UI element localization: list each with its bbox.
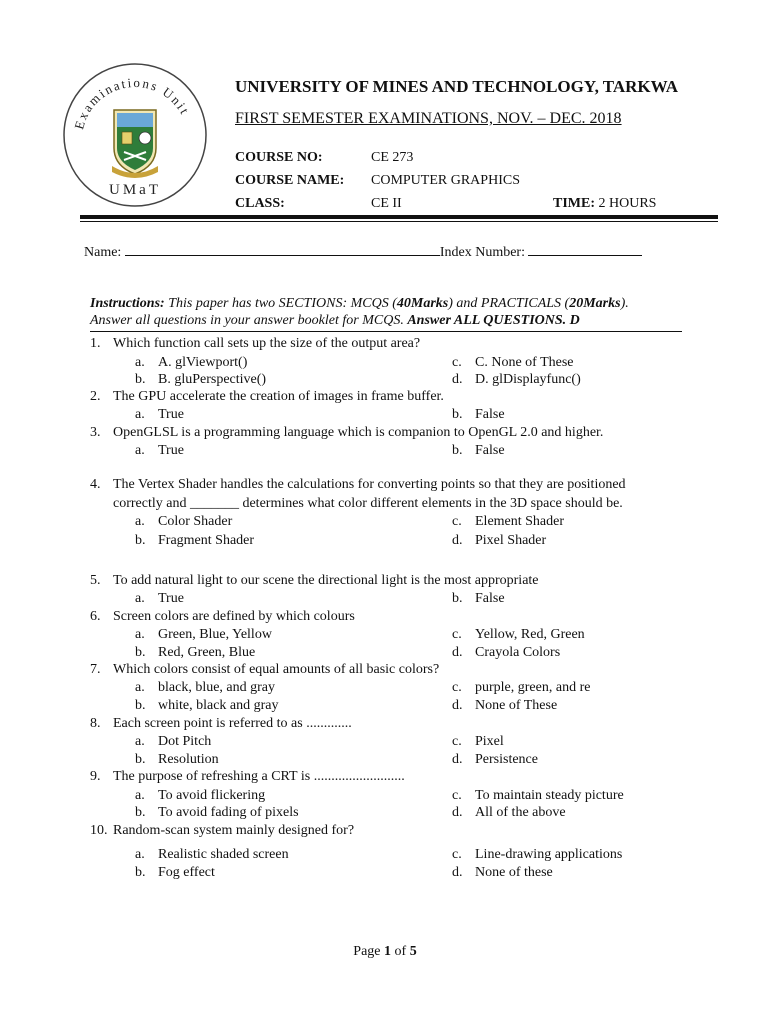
option-letter: b. <box>452 443 463 458</box>
option-letter: b. <box>135 752 146 767</box>
question-text: Screen colors are defined by which colours <box>113 609 355 624</box>
page-footer <box>0 944 770 960</box>
option-letter: c. <box>452 355 462 370</box>
option-text[interactable]: B. gluPerspective() <box>158 372 267 387</box>
option-text[interactable]: Fragment Shader <box>158 533 255 548</box>
option-letter: d. <box>452 865 463 880</box>
option-letter: a. <box>135 443 145 458</box>
option-text[interactable]: False <box>475 591 505 606</box>
svg-text:Examinations Unit: Examinations Unit <box>71 74 194 131</box>
option-text[interactable]: Realistic shaded screen <box>158 847 289 862</box>
option-letter: a. <box>135 847 145 862</box>
option-letter: d. <box>452 752 463 767</box>
name-label: Name: <box>84 245 122 260</box>
course-no-value: CE 273 <box>371 150 414 165</box>
question-text: OpenGLSL is a programming language which is companion to OpenGL 2.0 and higher. <box>113 425 604 440</box>
question-text: To add natural light to our scene the directional light is the most appropriate <box>113 573 539 588</box>
course-name-value: COMPUTER GRAPHICS <box>371 173 520 188</box>
time-field <box>553 196 656 212</box>
question-number: 10. <box>90 823 108 838</box>
mcq-marks: 40Marks <box>396 296 449 311</box>
page-word: Page <box>353 944 381 959</box>
option-letter: b. <box>135 865 146 880</box>
option-text[interactable]: black, blue, and gray <box>158 680 276 695</box>
question-number: 4. <box>90 477 101 492</box>
option-letter: c. <box>452 627 462 642</box>
question-number: 5. <box>90 573 101 588</box>
option-letter: a. <box>135 407 145 422</box>
option-letter: b. <box>135 372 146 387</box>
option-letter: b. <box>135 698 146 713</box>
option-letter: b. <box>452 591 463 606</box>
of-word: of <box>394 944 407 959</box>
option-text[interactable]: Persistence <box>475 752 538 767</box>
instructions-divider <box>90 331 682 332</box>
option-letter: a. <box>135 514 145 529</box>
option-letter: d. <box>452 533 463 548</box>
course-name-label: COURSE NAME: <box>235 173 345 188</box>
index-number-field[interactable] <box>528 241 642 256</box>
question-text: The GPU accelerate the creation of images in frame buffer. <box>113 389 444 404</box>
option-letter: d. <box>452 698 463 713</box>
option-text[interactable]: A. glViewport() <box>158 355 248 370</box>
svg-text:UMaT: UMaT <box>109 182 161 198</box>
option-letter: d. <box>452 372 463 387</box>
exam-title: FIRST SEMESTER EXAMINATIONS, NOV. – DEC. 2018 <box>235 110 622 127</box>
option-letter: b. <box>135 805 146 820</box>
option-letter: a. <box>135 680 145 695</box>
option-text[interactable]: Crayola Colors <box>475 645 561 660</box>
page-total: 5 <box>409 944 417 959</box>
option-text[interactable]: To avoid fading of pixels <box>158 805 299 820</box>
option-letter: d. <box>452 645 463 660</box>
course-no-label: COURSE NO: <box>235 150 323 165</box>
instructions <box>90 295 690 329</box>
question-number: 8. <box>90 716 101 731</box>
option-letter: c. <box>452 680 462 695</box>
option-text[interactable]: To avoid flickering <box>158 788 266 803</box>
class-label: CLASS: <box>235 196 285 211</box>
option-text[interactable]: Resolution <box>158 752 219 767</box>
option-text[interactable]: None of these <box>475 865 553 880</box>
option-text[interactable]: Element Shader <box>475 514 565 529</box>
question-text-continued: correctly and _______ determines what color different elements in the 3D space should be. <box>113 496 623 511</box>
option-text[interactable]: All of the above <box>475 805 566 820</box>
option-text[interactable]: Yellow, Red, Green <box>475 627 585 642</box>
option-letter: c. <box>452 734 462 749</box>
question-text: Which function call sets up the size of the output area? <box>113 336 421 351</box>
time-value: 2 HOURS <box>598 196 657 211</box>
question-number: 6. <box>90 609 101 624</box>
option-text[interactable]: To maintain steady picture <box>475 788 624 803</box>
option-letter: c. <box>452 514 462 529</box>
option-letter: a. <box>135 355 145 370</box>
question-text: Each screen point is referred to as ............. <box>113 716 352 731</box>
question-text: The purpose of refreshing a CRT is .......................... <box>113 769 405 784</box>
class-value: CE II <box>371 196 402 211</box>
question-number: 9. <box>90 769 101 784</box>
examinations-unit-seal <box>62 62 208 208</box>
option-letter: a. <box>135 734 145 749</box>
option-text[interactable]: Dot Pitch <box>158 734 212 749</box>
crest-icon <box>112 110 158 178</box>
option-text[interactable]: True <box>158 591 184 606</box>
option-text[interactable]: white, black and gray <box>158 698 279 713</box>
instructions-line-2: Answer all questions in your answer booklet for MCQS. <box>90 313 408 328</box>
question-text: Random-scan system mainly designed for? <box>113 823 355 838</box>
name-field[interactable] <box>125 241 440 256</box>
header-divider <box>80 215 718 219</box>
option-text[interactable]: True <box>158 407 184 422</box>
option-text[interactable]: Green, Blue, Yellow <box>158 627 272 642</box>
option-text[interactable]: Color Shader <box>158 514 233 529</box>
option-text[interactable]: Pixel <box>475 734 504 749</box>
option-text[interactable]: purple, green, and re <box>475 680 591 695</box>
option-text[interactable]: None of These <box>475 698 558 713</box>
instructions-text-3: ). <box>620 296 629 311</box>
instructions-lead: Instructions: <box>90 296 165 311</box>
question-number: 3. <box>90 425 101 440</box>
instructions-line-2-bold: Answer ALL QUESTIONS. D <box>407 313 580 328</box>
time-label: TIME: <box>553 196 595 211</box>
option-letter: c. <box>452 788 462 803</box>
option-text[interactable]: D. glDisplayfunc() <box>475 372 581 387</box>
question-number: 1. <box>90 336 101 351</box>
option-letter: a. <box>135 627 145 642</box>
option-text[interactable]: Red, Green, Blue <box>158 645 256 660</box>
option-text[interactable]: C. None of These <box>475 355 574 370</box>
option-letter: b. <box>135 533 146 548</box>
question-text: The Vertex Shader handles the calculations for converting points so that they are positioned <box>113 477 626 492</box>
option-letter: d. <box>452 805 463 820</box>
instructions-text-1: This paper has two SECTIONS: MCQS ( <box>164 296 397 311</box>
question-number: 7. <box>90 662 101 677</box>
option-letter: b. <box>135 645 146 660</box>
option-letter: a. <box>135 788 145 803</box>
instructions-text-2: ) and PRACTICALS ( <box>448 296 570 311</box>
option-text[interactable]: Pixel Shader <box>475 533 547 548</box>
header-divider-thin <box>80 221 718 222</box>
option-letter: b. <box>452 407 463 422</box>
page-number: 1 <box>384 944 392 959</box>
practical-marks: 20Marks <box>569 296 621 311</box>
option-text[interactable]: False <box>475 407 505 422</box>
student-info-line <box>84 241 642 261</box>
option-text[interactable]: Line-drawing applications <box>475 847 623 862</box>
option-letter: a. <box>135 591 145 606</box>
question-number: 2. <box>90 389 101 404</box>
university-name: UNIVERSITY OF MINES AND TECHNOLOGY, TARKWA <box>235 77 679 96</box>
option-text[interactable]: True <box>158 443 184 458</box>
index-number-label: Index Number: <box>439 245 525 260</box>
question-text: Which colors consist of equal amounts of all basic colors? <box>113 662 440 677</box>
option-text[interactable]: Fog effect <box>158 865 215 880</box>
option-text[interactable]: False <box>475 443 505 458</box>
option-letter: c. <box>452 847 462 862</box>
